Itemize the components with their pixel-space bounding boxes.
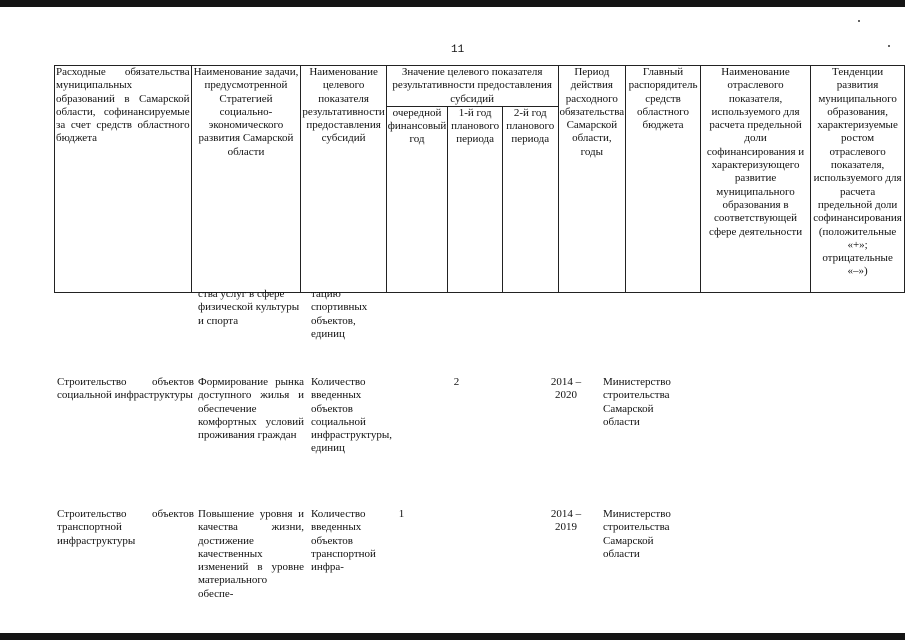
- header-indicator-values: Значение целевого показателя результативности предоставления субсидий: [386, 66, 558, 107]
- header-expenditure-obligations: Расходные обязательства муниципальных образований в Самарской области, софинансируемые за счет средств областного бюджета: [55, 66, 192, 293]
- row3-period: 2014 – 2019: [550, 508, 582, 534]
- header-task-name: Наименование задачи, предусмотренной Стратегией социально-экономического развития Самарской области: [191, 66, 301, 293]
- row3-manager: Министерство строительства Самарской области: [603, 508, 671, 560]
- scan-speck: [888, 45, 890, 47]
- row3-next-fiscal-year: 1: [398, 508, 405, 520]
- row3-indicator: Количество введенных объектов транспортной инфра-: [311, 508, 376, 574]
- header-next-fiscal-year: очередной финансовый год: [386, 106, 448, 292]
- row2-task-name: Формирование рынка доступного жилья и обеспечение комфортных условий проживания граждан: [198, 376, 304, 442]
- table-header: [54, 65, 905, 293]
- header-plan-year-1: 1-й год планового периода: [448, 106, 503, 292]
- header-budget-manager: Главный распорядитель средств областного бюджета: [626, 66, 701, 293]
- header-development-trends: Тенденции развития муниципального образования, характеризуемые ростом отраслевого показателя, используемого для расчета предельной доли софинансирования (положительные «+»; отрицательные «–»): [811, 66, 905, 293]
- row2-expenditure: Строительство объектов социальной инфраструктуры: [57, 376, 194, 402]
- header-sector-indicator: Наименование отраслевого показателя, используемого для расчета предельной доли софинансирования и характеризующего развитие муниципального образования в соответствующей сфере деятельности: [700, 66, 810, 293]
- row2-manager: Министерство строительства Самарской области: [603, 376, 671, 428]
- row2-indicator: Количество введенных объектов социальной инфраструктуры, единиц: [311, 376, 392, 455]
- row3-task-name: Повышение уровня и качества жизни, достижение качественных изменений в уровне материального обеспе-: [198, 508, 304, 600]
- scan-speck: [858, 20, 860, 22]
- row2-period: 2014 – 2020: [550, 376, 582, 402]
- top-scan-border: [0, 0, 905, 7]
- bottom-scan-border: [0, 633, 905, 640]
- page-number: 11: [451, 44, 465, 56]
- header-validity-period: Период действия расходного обязательства Самарской области, годы: [558, 66, 626, 293]
- row3-expenditure: Строительство объектов транспортной инфраструктуры: [57, 508, 194, 547]
- header-target-indicator: Наименование целевого показателя результативности предоставления субсидий: [301, 66, 386, 293]
- row1-indicator: тацию спортивных объектов, единиц: [311, 288, 368, 340]
- row2-plan-year-1: 2: [453, 376, 460, 388]
- header-plan-year-2: 2-й год планового периода: [502, 106, 558, 292]
- row1-task-name: ства услуг в сфере физической культуры и спорта: [198, 288, 300, 327]
